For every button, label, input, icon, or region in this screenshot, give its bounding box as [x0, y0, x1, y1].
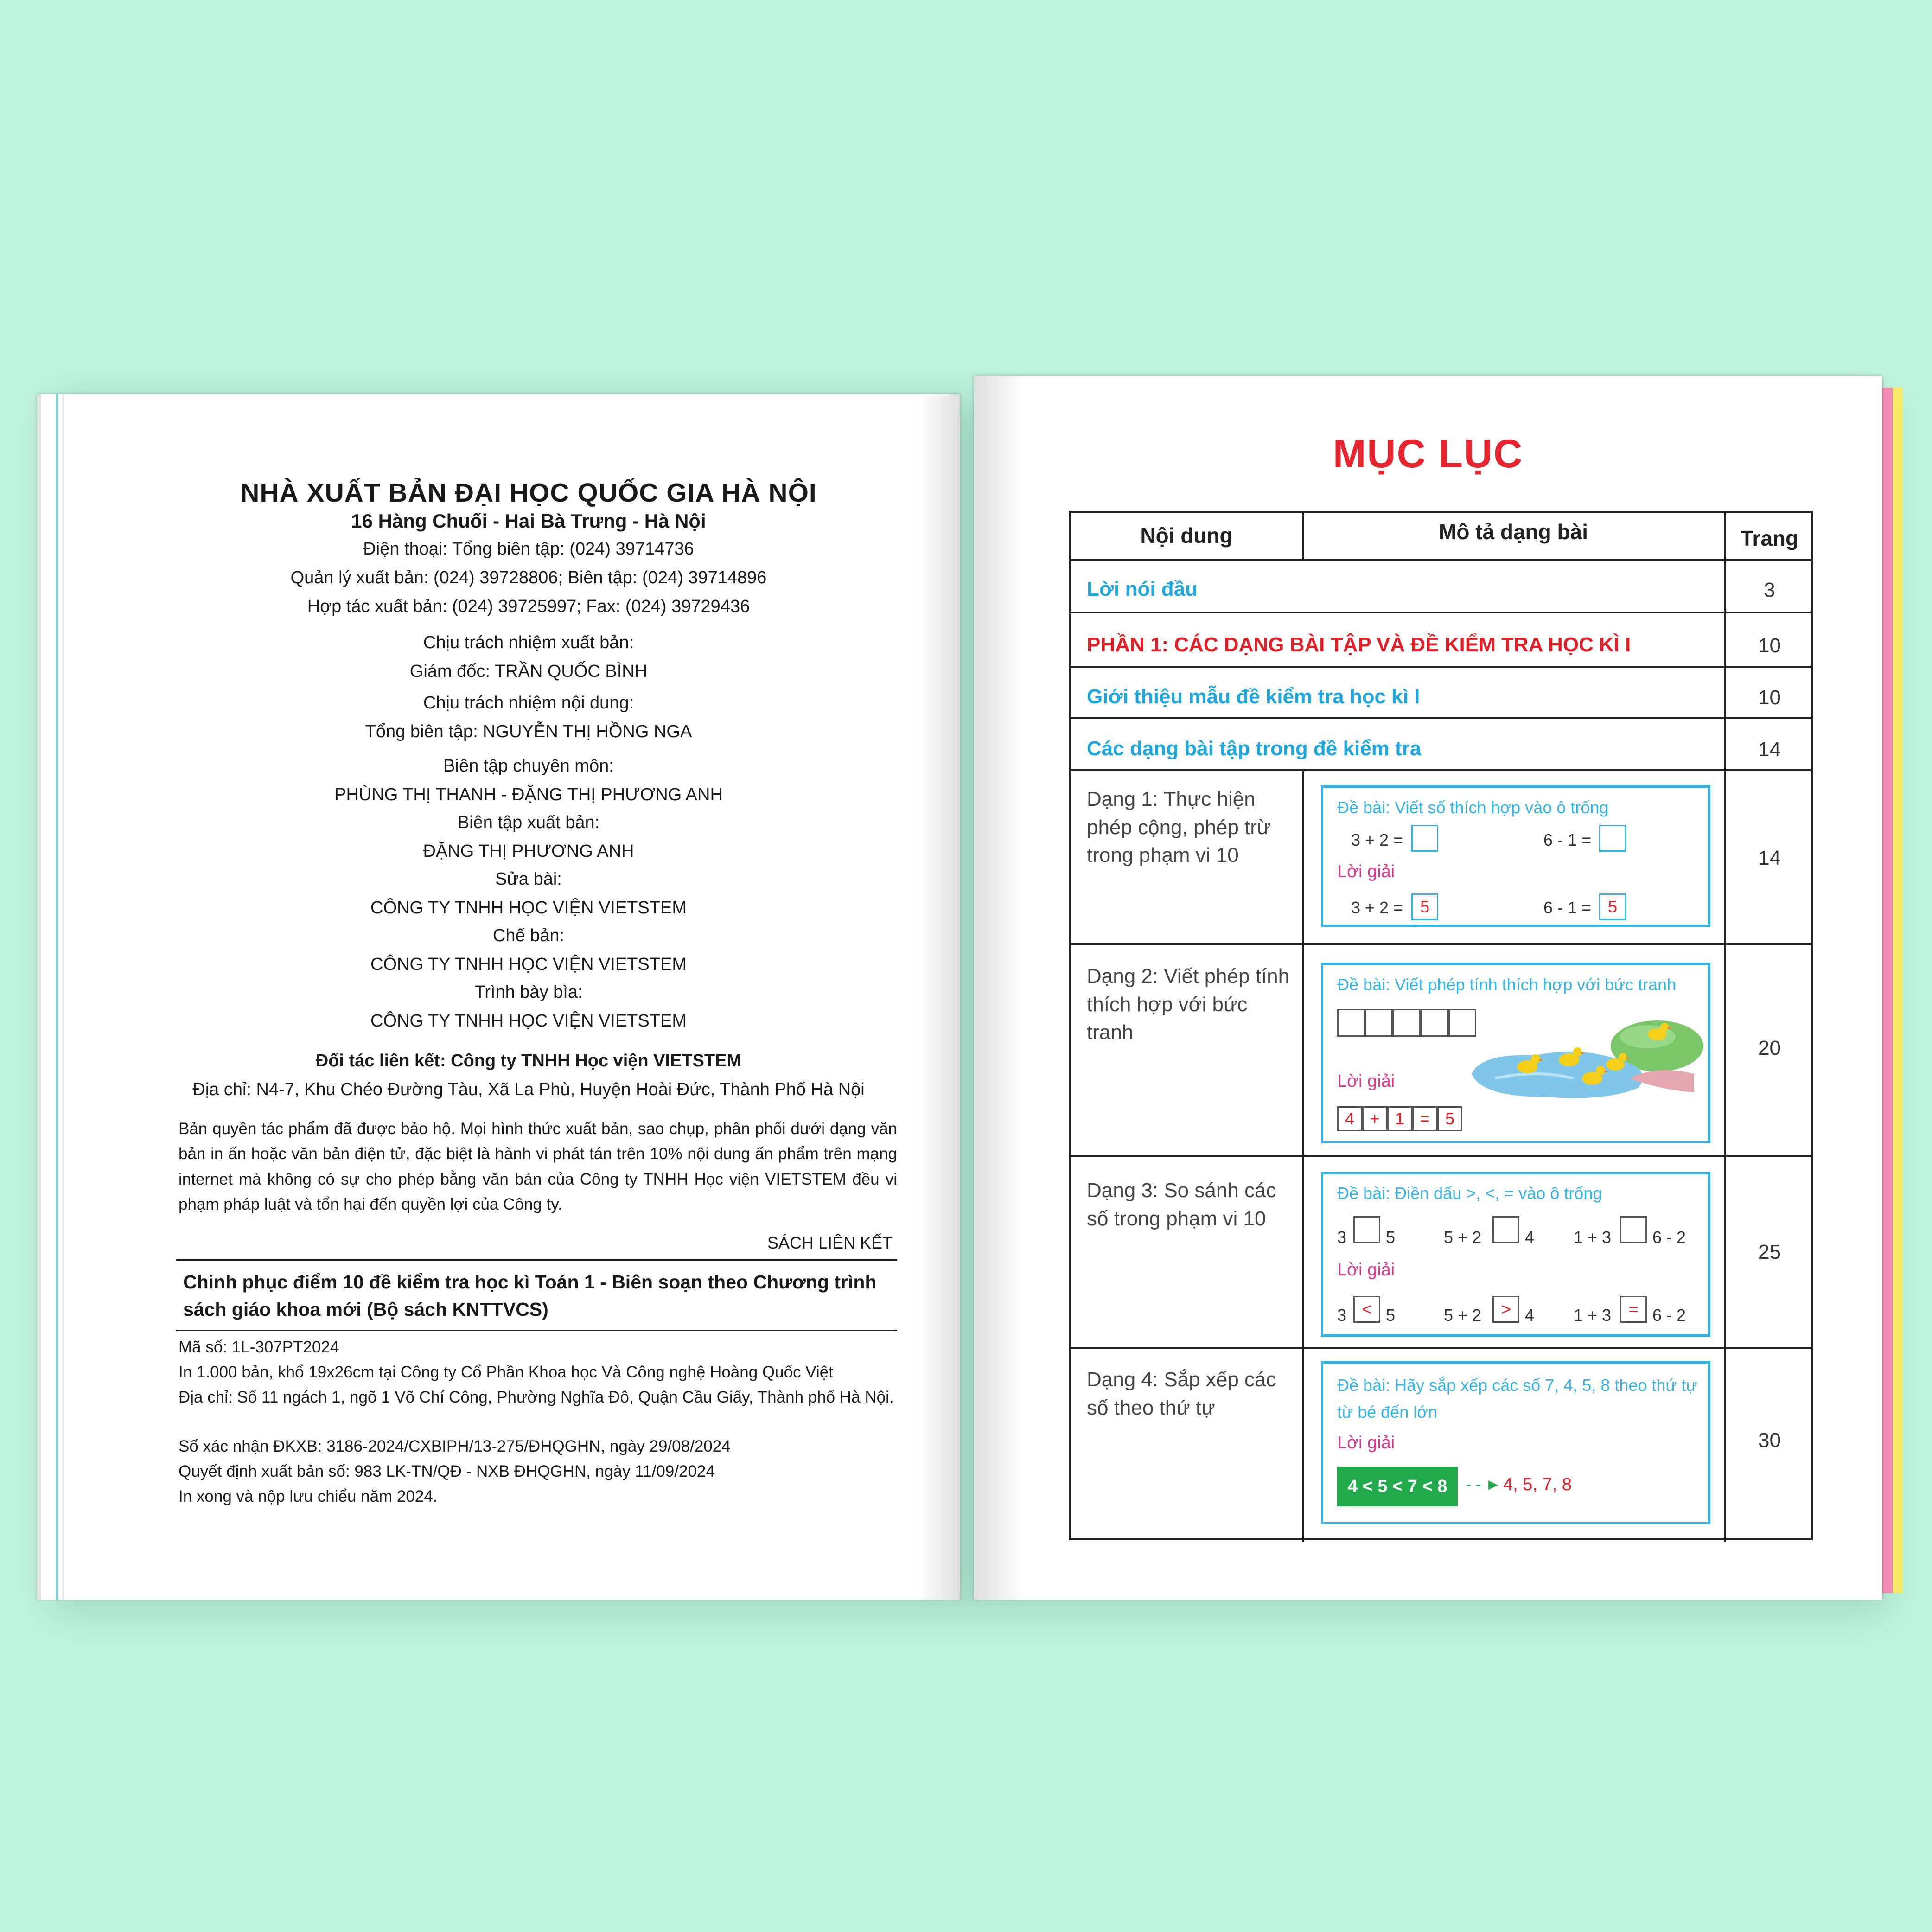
ordered-result-box: 4 < 5 < 7 < 8	[1337, 1467, 1458, 1506]
phone-line: Điện thoại: Tổng biên tập: (024) 39714736	[363, 539, 694, 559]
copyright-notice: Bản quyền tác phẩm đã được bảo hộ. Mọi hình thức xuất bản, sao chụp, phân phối dưới dạng văn bản in ấn hoặc văn bản điện tử, đặc biệt là hành vi phát tán trên 10% nội dung ấn phẩm trên mạng internet mà không có sự cho phép bằng văn bản của Công ty TNHH Học viện VIETSTEM đều vi phạm pháp luật và tổn hại đến quyền lợi của Công ty.	[179, 1120, 897, 1213]
toc-dang-2[interactable]: Dạng 2: Viết phép tính thích hợp với bức tranh	[1087, 965, 1290, 1044]
compare-answer: <	[1353, 1296, 1380, 1323]
toc-page-number: 14	[1758, 847, 1781, 869]
toc-page-number: 30	[1758, 1429, 1781, 1452]
credit-line: Chịu trách nhiệm xuất bản:	[423, 633, 634, 652]
page-stripe-yellow	[1893, 388, 1903, 1593]
table-rule	[1302, 769, 1304, 1542]
solution-equation: 6 - 1 =	[1543, 898, 1592, 917]
example-equation: 3 + 2 =	[1351, 830, 1403, 849]
table-rule	[1071, 717, 1811, 719]
credit-line: Biên tập xuất bản:	[457, 813, 600, 832]
compare-right: 5	[1386, 1228, 1396, 1247]
ducks-pond-illustration	[1453, 1009, 1703, 1102]
table-rule	[1071, 612, 1811, 613]
example-prompt: Đề bài: Viết số thích hợp vào ô trống	[1337, 798, 1609, 817]
page-stripe-pink	[1882, 388, 1893, 1593]
publisher-address: 16 Hàng Chuối - Hai Bà Trưng - Hà Nội	[351, 510, 706, 532]
answer-blank	[1411, 825, 1438, 852]
toc-row-exercise-types[interactable]: Các dạng bài tập trong đề kiểm tra	[1087, 737, 1422, 760]
credit-line: ĐẶNG THỊ PHƯƠNG ANH	[423, 842, 634, 861]
example-prompt: Đề bài: Điền dấu >, <, = vào ô trống	[1337, 1184, 1602, 1203]
table-rule	[1071, 943, 1811, 945]
solution-cell: 1	[1387, 1106, 1412, 1131]
compare-right: 4	[1525, 1228, 1535, 1247]
page-edge	[37, 394, 41, 1600]
blank-cell	[1421, 1009, 1448, 1037]
credit-line: Giám đốc: TRẦN QUỐC BÌNH	[409, 662, 648, 681]
phone-line: Hợp tác xuất bản: (024) 39725997; Fax: (024) 39729436	[307, 597, 750, 616]
compare-right: 4	[1525, 1306, 1535, 1325]
example-prompt: Đề bài: Hãy sắp xếp các số 7, 4, 5, 8 theo thứ tự từ bé đến lớn	[1337, 1376, 1697, 1422]
compare-answer: =	[1620, 1296, 1647, 1323]
solution-label: Lời giải	[1337, 1071, 1395, 1091]
compare-right: 6 - 2	[1652, 1306, 1686, 1325]
compare-left: 1 + 3	[1574, 1228, 1612, 1247]
table-rule	[1071, 1155, 1811, 1157]
credit-line: CÔNG TY TNHH HỌC VIỆN VIETSTEM	[370, 898, 687, 918]
table-rule	[1071, 666, 1811, 668]
toc-page-number: 14	[1758, 738, 1781, 761]
linked-book-label: SÁCH LIÊN KẾT	[767, 1233, 893, 1252]
toc-row-part1[interactable]: PHẦN 1: CÁC DẠNG BÀI TẬP VÀ ĐỀ KIỂM TRA HỌC KÌ I	[1087, 633, 1631, 656]
solution-equation: 3 + 2 =	[1351, 898, 1403, 917]
credit-line: Tổng biên tập: NGUYỄN THỊ HỒNG NGA	[365, 722, 692, 741]
publisher-name: NHÀ XUẤT BẢN ĐẠI HỌC QUỐC GIA HÀ NỘI	[240, 478, 817, 508]
credit-line: Chế bản:	[492, 926, 565, 945]
ordered-numbers: 4, 5, 7, 8	[1503, 1475, 1572, 1494]
partner-name: Đối tác liên kết: Công ty TNHH Học viện VIETSTEM	[315, 1051, 742, 1071]
toc-page-number: 25	[1758, 1241, 1781, 1263]
toc-page-number: 3	[1764, 579, 1775, 601]
compare-left: 5 + 2	[1444, 1306, 1482, 1325]
compare-left: 3	[1337, 1228, 1347, 1247]
compare-left: 1 + 3	[1574, 1306, 1612, 1325]
toc-page-number: 10	[1758, 686, 1781, 709]
example-equation: 6 - 1 =	[1543, 830, 1592, 849]
blank-cell	[1393, 1009, 1421, 1037]
print-info: In xong và nộp lưu chiểu năm 2024.	[179, 1487, 438, 1505]
example-box-dang-4	[1321, 1361, 1710, 1524]
example-box-dang-3	[1321, 1172, 1710, 1337]
toc-dang-3[interactable]: Dạng 3: So sánh các số trong phạm vi 10	[1087, 1179, 1276, 1230]
compare-right: 6 - 2	[1652, 1228, 1686, 1247]
solution-answer: 5	[1599, 893, 1626, 920]
compare-blank	[1492, 1216, 1519, 1243]
print-info: Số xác nhận ĐKXB: 3186-2024/CXBIPH/13-275/ĐHQGHN, ngày 29/08/2024	[179, 1437, 731, 1455]
solution-label: Lời giải	[1337, 862, 1395, 881]
header-page: Trang	[1740, 526, 1799, 550]
divider	[176, 1330, 897, 1331]
table-rule	[1071, 1347, 1811, 1349]
credit-line: Trình bày bìa:	[474, 982, 583, 1002]
credit-line: PHÙNG THỊ THANH - ĐẶNG THỊ PHƯƠNG ANH	[334, 785, 723, 804]
toc-dang-4[interactable]: Dạng 4: Sắp xếp các số theo thứ tự	[1087, 1368, 1276, 1419]
toc-page-number: 10	[1758, 634, 1781, 657]
example-box-dang-2	[1321, 963, 1710, 1143]
page-gutter-shadow	[974, 376, 1025, 1600]
example-box-dang-1	[1321, 785, 1710, 927]
header-content: Nội dung	[1140, 523, 1233, 548]
partner-address: Địa chỉ: N4-7, Khu Chéo Đường Tàu, Xã La Phù, Huyện Hoài Đức, Thành Phố Hà Nội	[192, 1080, 865, 1099]
toc-dang-1[interactable]: Dạng 1: Thực hiện phép cộng, phép trừ trong phạm vi 10	[1087, 788, 1271, 867]
divider	[176, 1259, 897, 1261]
toc-row-preface[interactable]: Lời nói đầu	[1087, 578, 1198, 600]
toc-row-sample-test[interactable]: Giới thiệu mẫu đề kiểm tra học kì I	[1087, 685, 1420, 708]
toc-page-number: 20	[1758, 1037, 1781, 1059]
compare-right: 5	[1386, 1306, 1396, 1325]
credit-line: CÔNG TY TNHH HỌC VIỆN VIETSTEM	[370, 955, 687, 974]
solution-label: Lời giải	[1337, 1433, 1395, 1453]
compare-left: 3	[1337, 1306, 1347, 1325]
book-title: Chinh phục điểm 10 đề kiểm tra học kì Toán 1 - Biên soạn theo Chương trình sách giáo khoa mới (Bộ sách KNTTVCS)	[183, 1271, 877, 1320]
solution-cell: +	[1362, 1106, 1387, 1131]
solution-cell: =	[1412, 1106, 1437, 1131]
toc-title: MỤC LỤC	[1333, 432, 1524, 476]
compare-blank	[1353, 1216, 1380, 1243]
toc-table	[1069, 511, 1813, 1540]
credit-line: Chịu trách nhiệm nội dung:	[423, 693, 634, 713]
table-rule	[1071, 769, 1811, 771]
arrow-icon: - - ►	[1466, 1476, 1501, 1493]
print-info: Mã số: 1L-307PT2024	[179, 1338, 339, 1356]
print-info: Địa chỉ: Số 11 ngách 1, ngõ 1 Võ Chí Công, Phường Nghĩa Đô, Quận Cầu Giấy, Thành phố Hà Nội.	[179, 1388, 894, 1406]
page-edge	[62, 394, 64, 1600]
page-edge-accent	[56, 394, 58, 1600]
compare-left: 5 + 2	[1444, 1228, 1482, 1247]
header-desc: Mô tả dạng bài	[1439, 520, 1588, 544]
solution-label: Lời giải	[1337, 1260, 1395, 1280]
blank-cell	[1365, 1009, 1393, 1037]
page-gutter-shadow	[918, 394, 960, 1600]
blank-cell	[1337, 1009, 1365, 1037]
table-rule	[1071, 559, 1811, 561]
print-info: Quyết định xuất bản số: 983 LK-TN/QĐ - NXB ĐHQGHN, ngày 11/09/2024	[179, 1462, 715, 1480]
answer-blank	[1599, 825, 1626, 852]
solution-answer: 5	[1411, 893, 1438, 920]
credit-line: Sửa bài:	[495, 869, 562, 889]
print-info: In 1.000 bản, khổ 19x26cm tại Công ty Cổ Phần Khoa học Và Công nghệ Hoàng Quốc Việt	[179, 1363, 833, 1381]
example-prompt: Đề bài: Viết phép tính thích hợp với bức tranh	[1337, 975, 1677, 994]
credit-line: CÔNG TY TNHH HỌC VIỆN VIETSTEM	[370, 1011, 687, 1031]
solution-cell: 4	[1337, 1106, 1362, 1131]
compare-answer: >	[1492, 1296, 1519, 1323]
credit-line: Biên tập chuyên môn:	[443, 756, 614, 776]
phone-line: Quản lý xuất bản: (024) 39728806; Biên tập: (024) 39714896	[290, 568, 767, 587]
table-rule	[1724, 513, 1726, 1542]
solution-cell: 5	[1437, 1106, 1462, 1131]
compare-blank	[1620, 1216, 1647, 1243]
